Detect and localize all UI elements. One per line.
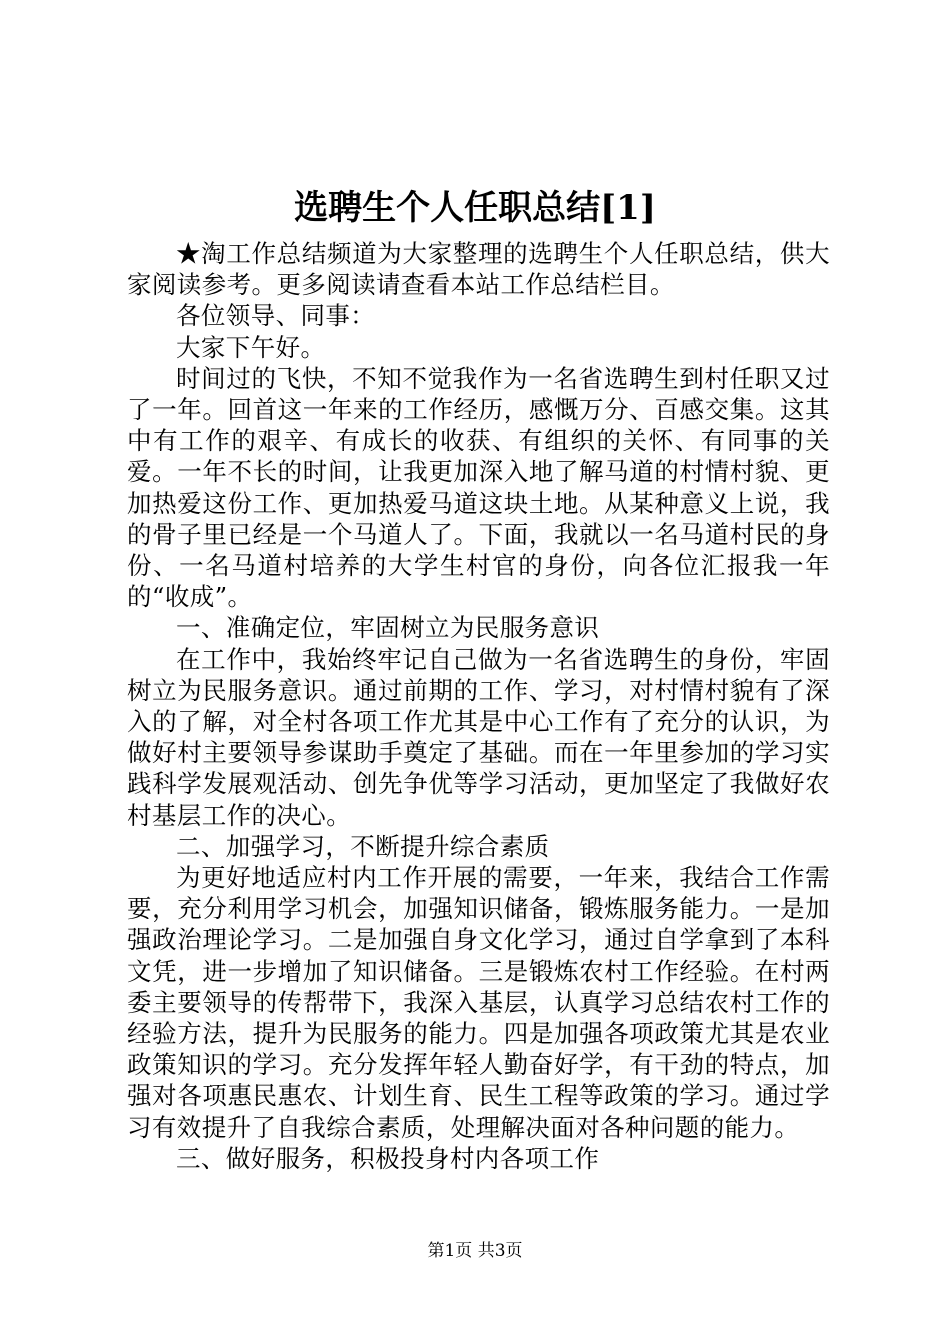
section-heading-2: 二、加强学习，不断提升综合素质 bbox=[176, 831, 550, 861]
paragraph-greeting: 大家下午好。 bbox=[176, 332, 326, 362]
section-heading-3: 三、做好服务，积极投身村内各项工作 bbox=[176, 1143, 600, 1173]
document-body bbox=[127, 238, 830, 1174]
paragraph-section-2: 为更好地适应村内工作开展的需要，一年来，我结合工作需要，充分利用学习机会，加强知识储备，锻炼服务能力。一是加强政治理论学习。二是加强自身文化学习，通过自学拿到了本科文凭，进一步增加了知识储备。三是锻炼农村工作经验。在村两委主要领导的传帮带下，我深入基层，认真学习总结农村工作的经验方法，提升为民服务的能力。四是加强各项政策尤其是农业政策知识的学习。充分发挥年轻人勤奋好学，有干劲的特点，加强对各项惠民惠农、计划生育、民生工程等政策的学习。通过学习有效提升了自我综合素质，处理解决面对各种问题的能力。 bbox=[127, 863, 830, 1142]
paragraph-opening: 时间过的飞快，不知不觉我作为一名省选聘生到村任职又过了一年。回首这一年来的工作经历，感慨万分、百感交集。这其中有工作的艰辛、有成长的收获、有组织的关怀、有同事的关爱。一年不长的时间，让我更加深入地了解马道的村情村貌、更加热爱这份工作、更加热爱马道这块土地。从某种意义上说，我的骨子里已经是一个马道人了。下面，我就以一名马道村民的身份、一名马道村培养的大学生村官的身份，向各位汇报我一年的“收成”。 bbox=[127, 363, 830, 612]
page-footer: 第1页 共3页 bbox=[427, 1241, 523, 1261]
paragraph-intro: ★淘工作总结频道为大家整理的选聘生个人任职总结，供大家阅读参考。更多阅读请查看本站工作总结栏目。 bbox=[127, 239, 830, 300]
document-title: 选聘生个人任职总结[1] bbox=[294, 188, 656, 228]
section-heading-1: 一、准确定位，牢固树立为民服务意识 bbox=[176, 613, 600, 643]
paragraph-section-1: 在工作中，我始终牢记自己做为一名省选聘生的身份，牢固树立为民服务意识。通过前期的工作、学习，对村情村貌有了深入的了解，对全村各项工作尤其是中心工作有了充分的认识，为做好村主要领导参谋助手奠定了基础。而在一年里参加的学习实践科学发展观活动、创先争优等学习活动，更加坚定了我做好农村基层工作的决心。 bbox=[127, 644, 830, 830]
paragraph-salutation: 各位领导、同事： bbox=[176, 301, 376, 331]
